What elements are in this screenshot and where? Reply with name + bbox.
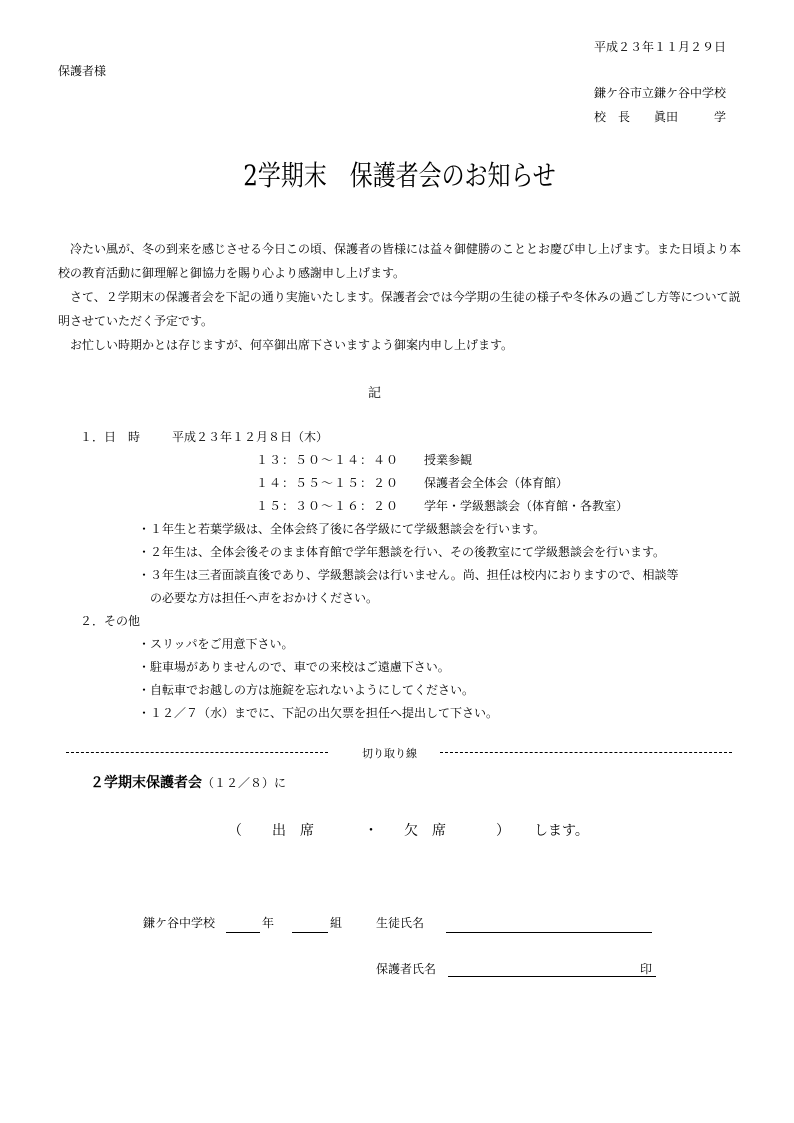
paragraph-request: お忙しい時期かとは存じますが、何卒御出席下さいますよう御案内申し上げます。 xyxy=(70,338,514,352)
attend-option[interactable]: 出 席 xyxy=(272,823,314,839)
ki-heading: 記 xyxy=(368,386,382,401)
class-label: 組 xyxy=(330,916,343,930)
schedule-time: １３：５０～１４：４０ xyxy=(256,453,400,467)
student-name-label: 生徒氏名 xyxy=(376,916,425,930)
option-separator: ・ xyxy=(364,823,378,839)
item2-label: ２．その他 xyxy=(80,614,141,628)
attendance-close-paren: ） xyxy=(496,823,510,839)
item1-date: 平成２３年１２月８日（木） xyxy=(172,430,329,444)
slip-school-label: 鎌ケ谷中学校 xyxy=(143,916,216,930)
year-field[interactable] xyxy=(226,932,260,933)
schedule-time: １４：５５～１５：２０ xyxy=(256,476,400,490)
slip-title-suffix: （１２／８）に xyxy=(202,776,287,790)
schedule-event: 学年・学級懇談会（体育館・各教室） xyxy=(424,499,629,513)
note-item: ・１年生と若葉学級は、全体会終了後に各学級にて学級懇談会を行います。 xyxy=(138,522,546,536)
note-item: ・スリッパをご用意下さい。 xyxy=(138,637,294,651)
cut-line-left xyxy=(66,752,328,753)
issue-date: 平成２３年１１月２９日 xyxy=(594,40,727,54)
cut-line-right xyxy=(440,752,732,753)
slip-heading xyxy=(90,772,286,792)
note-item: ・２年生は、全体会後そのまま体育館で学年懇談を行い、その後教室にて学級懇談会を行います。 xyxy=(138,545,666,559)
note-item: ・駐車場がありませんので、車での来校はご遠慮下さい。 xyxy=(138,660,450,674)
item1-label: １．日 時 xyxy=(80,430,141,444)
addressee: 保護者様 xyxy=(58,64,107,78)
attendance-open-paren: （ xyxy=(228,823,242,839)
school-name: 鎌ケ谷市立鎌ケ谷中学校 xyxy=(594,86,727,100)
guardian-name-label: 保護者氏名 xyxy=(376,962,437,976)
note-item: ・３年生は三者面談直後であり、学級懇談会は行いません。尚、担任は校内におりますので、相談等 xyxy=(138,568,679,582)
paragraph-greeting: 冷たい風が、冬の到来を感じさせる今日この頃、保護者の皆様には益々御健勝のこととお慶び申し上げます。また日頃より本校の教育活動に御理解と御協力を賜り心より感謝申し上げます。 xyxy=(58,242,742,280)
note-item: ・自転車でお越しの方は施錠を忘れないようにしてください。 xyxy=(138,683,475,697)
seal-mark: 印 xyxy=(640,962,653,976)
paragraph-announcement: さて、２学期末の保護者会を下記の通り実施いたします。保護者会では今学期の生徒の様子や冬休みの過ごし方等について説明させていただく予定です。 xyxy=(58,290,741,328)
note-item-continued: の必要な方は担任へ声をおかけください。 xyxy=(138,591,379,605)
attendance-suffix: します。 xyxy=(534,823,589,839)
schedule-event: 授業参観 xyxy=(424,453,473,467)
page-title: 2学期末 保護者会のお知らせ xyxy=(243,159,556,192)
principal-name: 校 長 眞田 学 xyxy=(594,110,727,124)
slip-title: ２学期末保護者会 xyxy=(90,775,202,791)
cut-line-label: 切り取り線 xyxy=(362,747,417,760)
guardian-name-field[interactable] xyxy=(448,976,656,977)
note-item: ・１２／７（水）までに、下記の出欠票を担任へ提出して下さい。 xyxy=(138,706,499,720)
absent-option[interactable]: 欠 席 xyxy=(404,823,446,839)
class-field[interactable] xyxy=(292,932,328,933)
year-label: 年 xyxy=(262,916,275,930)
schedule-time: １５：３０～１６：２０ xyxy=(256,499,400,513)
student-name-field[interactable] xyxy=(446,932,652,933)
schedule-event: 保護者会全体会（体育館） xyxy=(424,476,569,490)
